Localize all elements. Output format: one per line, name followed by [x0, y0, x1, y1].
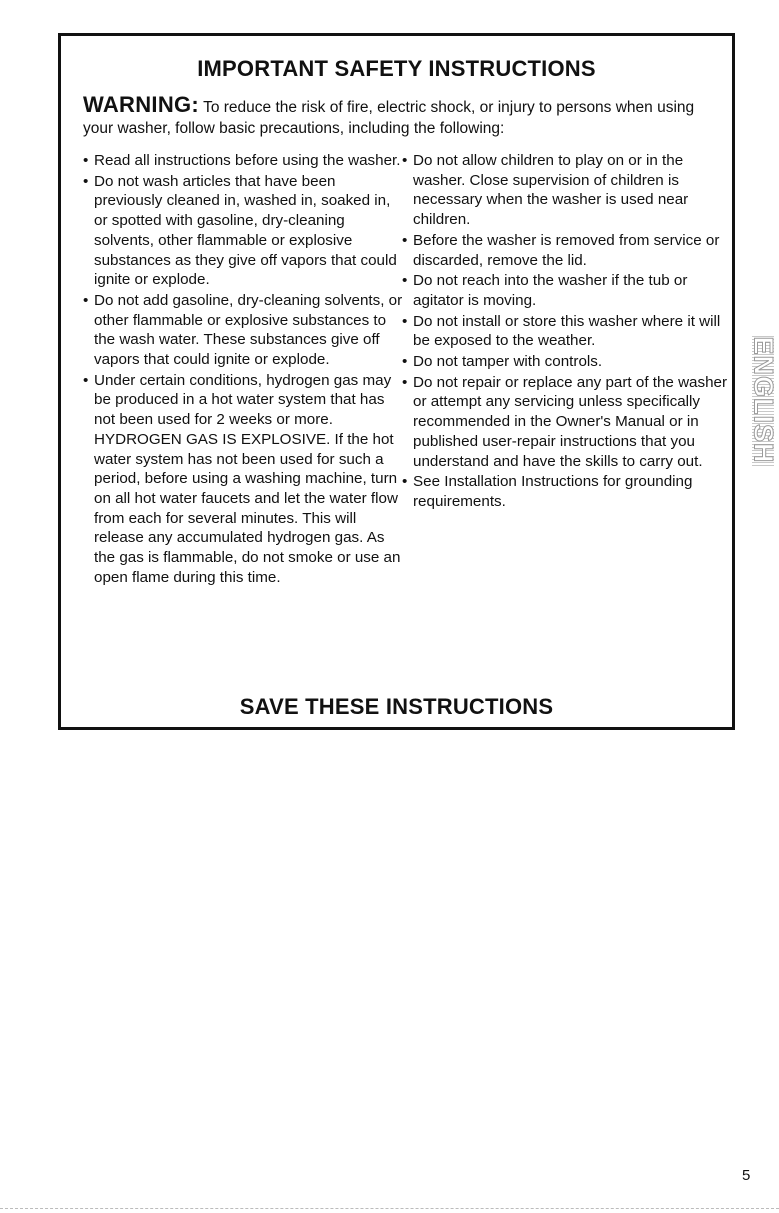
warning-statement	[83, 94, 722, 139]
list-item	[402, 231, 734, 270]
bullet-icon: •	[402, 373, 408, 391]
safety-instructions-box	[58, 33, 735, 730]
instruction-text: Do not repair or replace any part of the washer or attempt any servicing unless specifically recommended in the Owner's Manual or in published user-repair instructions that you understand and have the skills to carry out.	[413, 373, 728, 470]
page-number: 5	[742, 1167, 751, 1184]
bullet-icon: •	[402, 231, 408, 249]
list-item	[402, 312, 734, 351]
safety-title: IMPORTANT SAFETY INSTRUCTIONS	[197, 56, 596, 81]
right-instructions-list	[402, 151, 734, 513]
list-item	[402, 352, 734, 372]
language-label: ENGLISH	[748, 336, 779, 464]
instruction-text: Do not reach into the washer if the tub or agitator is moving.	[413, 272, 688, 309]
list-item	[83, 151, 403, 171]
list-item	[83, 291, 403, 370]
instruction-text: Do not add gasoline, dry-cleaning solvents, or other flammable or explosive substances to the wash water. These substances give off vapors that could ignite or explode.	[94, 291, 403, 369]
instruction-text: Under certain conditions, hydrogen gas may be produced in a hot water system that has not been used for 2 weeks or more. HYDROGEN GAS IS EXPLOSIVE. If the hot water system has not been used for such a period, before using a washing machine, turn on all hot water faucets and let the water flow from each for several minutes. This will release any accumulated hydrogen gas. As the gas is flammable, do not smoke or use an open flame during this time.	[94, 371, 401, 586]
left-instructions-list	[83, 151, 403, 588]
list-item	[83, 172, 403, 290]
bullet-icon: •	[402, 272, 408, 290]
list-item	[402, 151, 734, 230]
bullet-icon: •	[402, 312, 408, 330]
instruction-text: Before the washer is removed from service or discarded, remove the lid.	[413, 231, 720, 269]
list-item	[402, 472, 734, 511]
warning-text: To reduce the risk of fire, electric shock, or injury to persons when using your washer, follow basic precautions, including the following:	[83, 99, 695, 137]
instruction-text: Read all instructions before using the washer.	[94, 152, 401, 169]
warning-label: WARNING:	[83, 92, 200, 117]
instruction-text: Do not allow children to play on or in the washer. Close supervision of children is necessary when the washer is used near children.	[413, 152, 689, 229]
list-item	[402, 271, 734, 310]
bullet-icon: •	[402, 152, 408, 169]
instruction-text: See Installation Instructions for grounding requirements.	[413, 473, 693, 510]
instruction-text: Do not install or store this washer where it will be exposed to the weather.	[413, 312, 721, 350]
bullet-icon: •	[83, 172, 89, 190]
save-instructions-heading: SAVE THESE INSTRUCTIONS	[239, 694, 554, 719]
bullet-icon: •	[402, 473, 408, 491]
list-item	[402, 373, 734, 472]
bullet-icon: •	[83, 152, 89, 169]
bottom-divider	[0, 1208, 779, 1209]
language-side-tab	[748, 334, 779, 466]
instruction-text: Do not wash articles that have been previously cleaned in, washed in, soaked in, or spotted with gasoline, dry-cleaning solvents, other flammable or explosive substances as they give off vapors that could ignite or explode.	[94, 172, 397, 289]
instruction-text: Do not tamper with controls.	[413, 353, 603, 371]
bullet-icon: •	[402, 353, 408, 371]
list-item	[83, 371, 403, 588]
bullet-icon: •	[83, 291, 89, 309]
bullet-icon: •	[83, 371, 89, 389]
